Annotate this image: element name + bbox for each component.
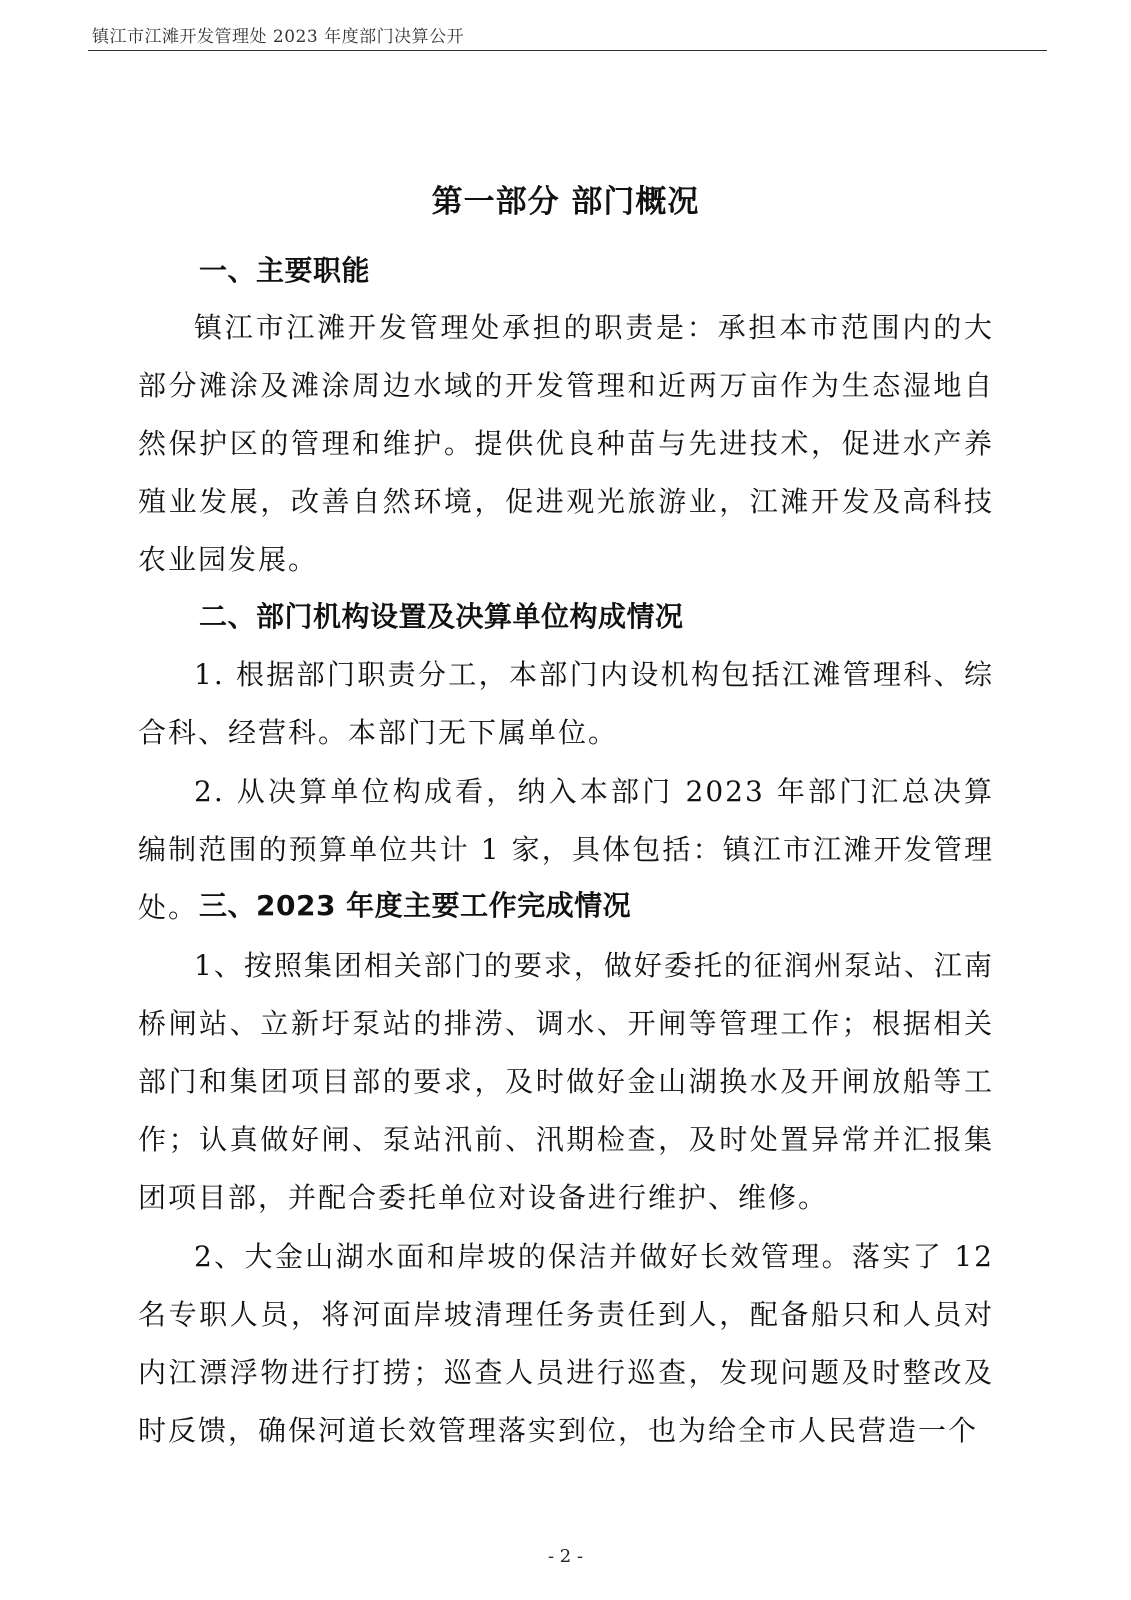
running-header: 镇江市江滩开发管理处 2023 年度部门决算公开: [92, 27, 465, 47]
section-heading-main-functions: 一、主要职能: [199, 254, 371, 287]
paragraph-organization-1: 1. 根据部门职责分工，本部门内设机构包括江滩管理科、综合科、经营科。本部门无下属单位。: [138, 658, 994, 749]
section-heading-work-completion: 三、2023 年度主要工作完成情况: [199, 889, 632, 922]
paragraph-organization-2: 2. 从决算单位构成看，纳入本部门 2023 年部门汇总决算编制范围的预算单位共计 1 家，具体包括：镇江市江滩开发管理处。: [138, 775, 994, 924]
paragraph-main-functions: 镇江市江滩开发管理处承担的职责是：承担本市范围内的大部分滩涂及滩涂周边水域的开发管理和近两万亩作为生态湿地自然保护区的管理和维护。提供优良种苗与先进技术，促进水产养殖业发展，改善自然环境，促进观光旅游业，江滩开发及高科技农业园发展。: [138, 311, 994, 576]
part-title: 第一部分 部门概况: [431, 184, 700, 220]
paragraph-work-2: 2、大金山湖水面和岸坡的保洁并做好长效管理。落实了 12 名专职人员，将河面岸坡清理任务责任到人，配备船只和人员对内江漂浮物进行打捞；巡查人员进行巡查，发现问题及时整改及时反馈，确保河道长效管理落实到位，也为给全市人民营造一个: [138, 1240, 994, 1447]
header-divider: [88, 50, 1047, 51]
page-number: - 2 -: [547, 1546, 584, 1567]
section-heading-organization: 二、部门机构设置及决算单位构成情况: [199, 600, 684, 633]
paragraph-work-1: 1、按照集团相关部门的要求，做好委托的征润州泵站、江南桥闸站、立新圩泵站的排涝、调水、开闸等管理工作；根据相关部门和集团项目部的要求，及时做好金山湖换水及开闸放船等工作；认真做好闸、泵站汛前、汛期检查，及时处置异常并汇报集团项目部，并配合委托单位对设备进行维护、维修。: [138, 949, 994, 1214]
